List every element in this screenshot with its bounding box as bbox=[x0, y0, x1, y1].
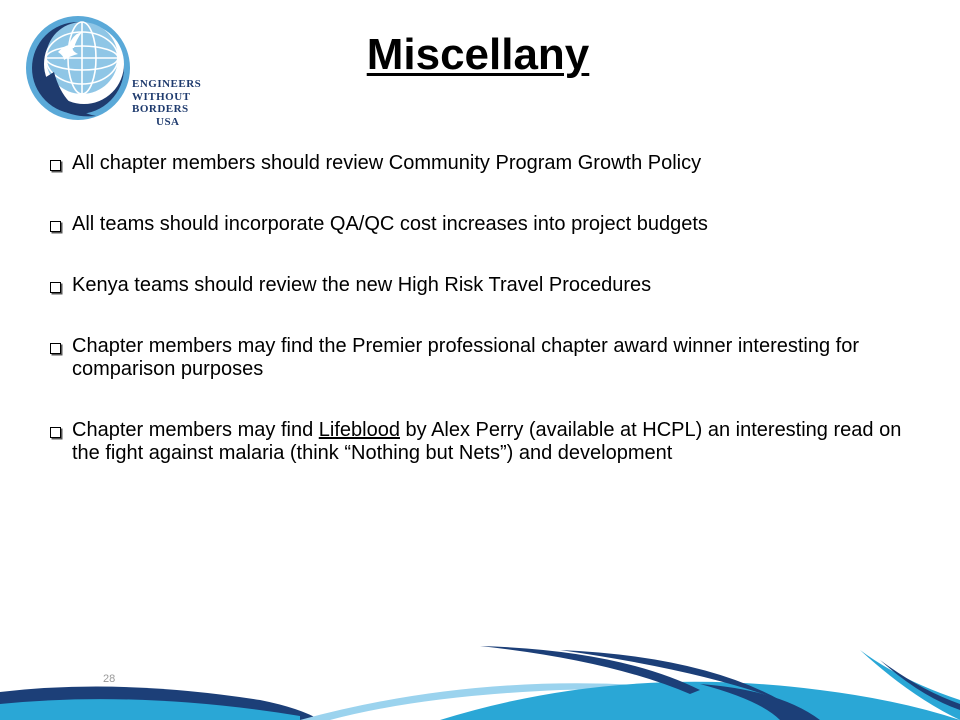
bottom-wave-decoration bbox=[0, 620, 960, 720]
bullet-list bbox=[48, 152, 908, 465]
bullet-text: Kenya teams should review the new High Risk Travel Procedures bbox=[72, 274, 652, 296]
checkbox-bullet-icon bbox=[50, 221, 61, 232]
bullet-item bbox=[48, 152, 908, 175]
checkbox-bullet-icon bbox=[50, 427, 61, 438]
slide-title bbox=[0, 30, 956, 80]
checkbox-bullet-icon bbox=[50, 343, 61, 354]
logo-wordmark bbox=[132, 78, 212, 128]
bullet-item bbox=[48, 419, 908, 465]
bullet-item bbox=[48, 213, 908, 236]
checkbox-bullet-icon bbox=[50, 282, 61, 293]
lifeblood-link[interactable]: Lifeblood bbox=[318, 419, 400, 441]
bullet-text: All chapter members should review Community Program Growth Policy bbox=[72, 152, 702, 174]
bullet-text-before: Chapter members may find bbox=[72, 419, 319, 441]
bullet-text: Chapter members may find the Premier professional chapter award winner interesting for comparison purposes bbox=[72, 335, 860, 380]
bullet-text: All teams should incorporate QA/QC cost increases into project budgets bbox=[72, 213, 708, 235]
logo-line-1: ENGINEERS bbox=[132, 78, 202, 90]
logo-line-4: USA bbox=[156, 115, 180, 128]
bullet-item bbox=[48, 335, 908, 381]
checkbox-bullet-icon bbox=[50, 160, 61, 171]
slide-title-text: Miscellany bbox=[366, 30, 590, 79]
page-number: 28 bbox=[103, 673, 116, 685]
logo-line-3: BORDERS bbox=[132, 103, 189, 115]
bullet-item bbox=[48, 274, 908, 297]
bullet-text-after: by Alex Perry (available at HCPL) an interesting read on the fight against malaria (think “Nothing but Nets”) and development bbox=[72, 419, 902, 464]
logo-line-2: WITHOUT bbox=[132, 90, 191, 103]
